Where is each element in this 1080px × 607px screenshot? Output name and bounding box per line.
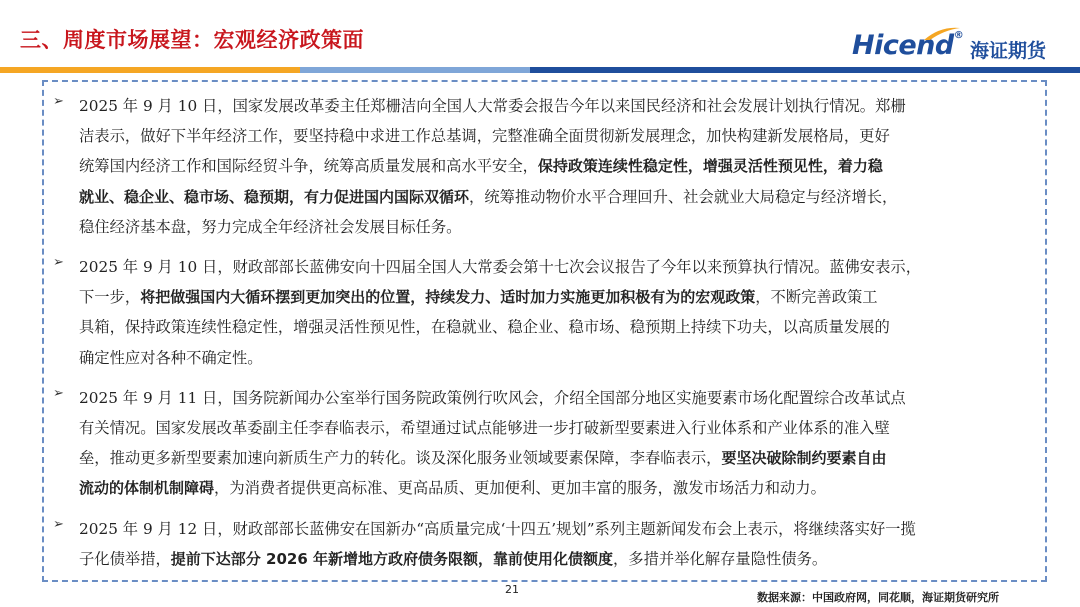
text-line [79, 121, 1043, 151]
bullet-arrow-icon: ➢ [53, 94, 64, 109]
page-number: 21 [505, 583, 519, 596]
emphasis-text: 就业、稳企业、稳市场、稳预期，有力促进国内国际双循环 [79, 187, 470, 206]
text-line [79, 182, 1043, 212]
bullet-item [53, 514, 1043, 574]
emphasis-text: 将把做强国内大循环摆到更加突出的位置，持续发力、适时加力实施更加积极有为的宏观政策 [140, 288, 756, 307]
bullet-arrow-icon: ➢ [53, 516, 64, 532]
body-text: 稳住经济基本盘，努力完成全年经济社会发展目标任务。 [79, 217, 462, 236]
emphasis-text: 要坚决破除制约要素自由 [721, 449, 887, 468]
text-line [79, 473, 1043, 503]
body-text: 子化债举措， [79, 549, 171, 568]
body-text: 有关情况。国家发展改革委副主任李春临表示，希望通过试点能够进一步打破新型要素进入行业体系和产业体系的准入壁 [79, 419, 890, 438]
logo-chinese-name: 海证期货 [970, 40, 1047, 62]
body-text: ，为消费者提供更高标准、更高品质、更加便利、更加丰富的服务，激发市场活力和动力。 [214, 479, 826, 498]
divider-segment-orange [0, 67, 300, 73]
body-text: 洁表示，做好下半年经济工作，要坚持稳中求进工作总基调，完整准确全面贯彻新发展理念，加快构建新发展格局，更好 [79, 127, 890, 146]
text-line [79, 151, 1043, 181]
bullet-text [79, 383, 1043, 504]
body-text: ，统筹推动物价水平合理回升、社会就业大局稳定与经济增长， [469, 187, 898, 206]
text-line [79, 514, 1043, 544]
header-divider [0, 67, 1080, 73]
divider-segment-darkblue [530, 67, 1080, 73]
body-text: 下一步， [79, 288, 141, 307]
text-line [79, 212, 1043, 242]
bullet-text [79, 91, 1043, 242]
page-title: 三、周度市场展望：宏观经济政策面 [20, 28, 364, 52]
body-text: 具箱，保持政策连续性稳定性，增强灵活性预见性，在稳就业、稳企业、稳市场、稳预期上持续下功夫，以高质量发展的 [79, 318, 890, 337]
text-line [79, 282, 1043, 312]
body-text: 垒，推动更多新型要素加速向新质生产力的转化。谈及深化服务业领域要素保障，李春临表示， [79, 449, 722, 468]
body-text: 2025 年 9 月 10 日，财政部部长蓝佛安向十四届全国人大常委会第十七次会议报告了今年以来预算执行情况。蓝佛安表示， [79, 258, 921, 277]
body-text: 2025 年 9 月 10 日，国家发展改革委主任郑栅洁向全国人大常委会报告今年以来国民经济和社会发展计划执行情况。郑栅 [79, 97, 906, 115]
body-text: 统筹国内经济工作和国际经贸斗争，统筹高质量发展和高水平安全， [79, 157, 538, 176]
bullet-text [79, 252, 1043, 373]
text-line [79, 383, 1043, 413]
logo-swoosh-icon [922, 24, 962, 42]
bullet-item [53, 252, 1043, 373]
divider-segment-lightblue [300, 67, 530, 73]
data-source-note: 数据来源：中国政府网，同花顺，海证期货研究所 [757, 591, 999, 604]
body-text: 2025 年 9 月 12 日，财政部部长蓝佛安在国新办“高质量完成‘十四五’规划”系列主题新闻发布会上表示，将继续落实好一揽 [79, 519, 916, 538]
company-logo [852, 30, 1062, 66]
text-line [79, 343, 1043, 373]
bullet-item [53, 91, 1043, 242]
emphasis-text: 提前下达部分 2026 年新增地方政府债务限额，靠前使用化债额度 [170, 549, 613, 568]
bullet-arrow-icon: ➢ [53, 255, 64, 271]
bullet-arrow-icon: ➢ [53, 385, 64, 401]
text-line [79, 544, 1043, 574]
emphasis-text: 保持政策连续性稳定性，增强灵活性预见性，着力稳 [537, 157, 883, 176]
body-text: ，多措并举化解存量隐性债务。 [613, 549, 828, 568]
logo-wordmark: Hicend® [852, 30, 964, 61]
text-line [79, 443, 1043, 473]
text-line [79, 91, 1043, 121]
text-line [79, 312, 1043, 342]
body-text: 确定性应对各种不确定性。 [79, 348, 263, 367]
text-line [79, 413, 1043, 443]
bullet-list [53, 91, 1043, 584]
body-text: ，不断完善政策工 [755, 288, 878, 307]
bullet-text [79, 514, 1043, 574]
bullet-item [53, 383, 1043, 504]
text-line [79, 252, 1043, 282]
emphasis-text: 流动的体制机制障碍 [79, 479, 215, 498]
body-text: 2025 年 9 月 11 日，国务院新闻办公室举行国务院政策例行吹风会，介绍全国部分地区实施要素市场化配置综合改革试点 [79, 388, 906, 407]
